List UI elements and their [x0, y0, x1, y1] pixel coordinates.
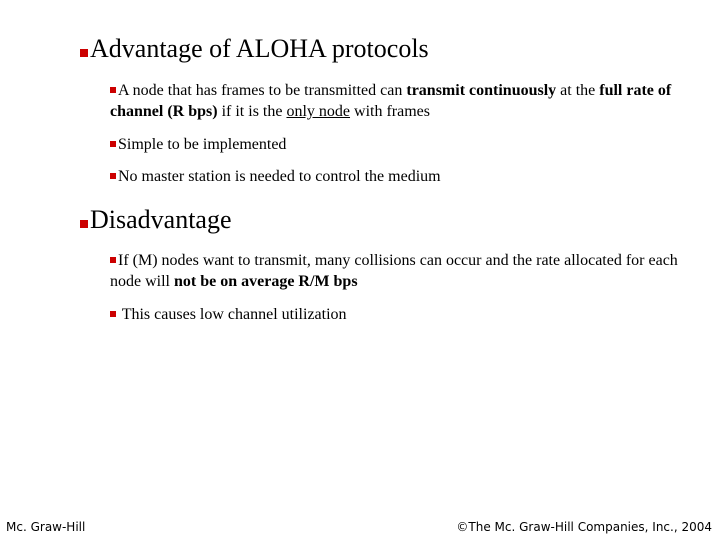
advantage-heading — [80, 34, 429, 64]
disadvantage-heading — [80, 205, 232, 235]
item-text: with frames — [350, 103, 430, 120]
square-bullet-icon — [110, 311, 116, 317]
item-bold-text: full rate of channel (R bps) — [110, 82, 672, 120]
item-text: If (M) nodes want to transmit, many collisions can occur and the rate allocated for each node will — [110, 252, 678, 290]
disadvantage-item-collisions — [110, 250, 690, 292]
item-bold-text: not be on average R/M bps — [174, 273, 358, 290]
advantage-item-no-master — [110, 166, 690, 187]
square-bullet-icon — [110, 87, 116, 93]
square-bullet-icon — [80, 220, 88, 228]
item-text: at the — [556, 82, 600, 99]
footer-publisher: Mc. Graw-Hill — [6, 520, 86, 534]
item-text: This causes low channel utilization — [118, 306, 347, 323]
square-bullet-icon — [80, 49, 88, 57]
square-bullet-icon — [110, 257, 116, 263]
item-underlined-text: only node — [286, 103, 351, 120]
square-bullet-icon — [110, 173, 116, 179]
item-text: A node that has frames to be transmitted can — [118, 82, 407, 99]
item-text: if it is the — [217, 103, 287, 120]
item-text: Simple to be implemented — [118, 136, 287, 153]
item-text: No master station is needed to control the medium — [118, 168, 441, 185]
disadvantage-item-low-utilization — [110, 304, 690, 325]
advantage-item-simple — [110, 134, 690, 155]
footer-copyright: ©The Mc. Graw-Hill Companies, Inc., 2004 — [456, 520, 712, 534]
item-bold-text: transmit continuously — [406, 82, 557, 99]
disadvantage-heading-text: Disadvantage — [90, 205, 232, 234]
advantage-heading-text: Advantage of ALOHA protocols — [90, 34, 429, 63]
square-bullet-icon — [110, 141, 116, 147]
advantage-item-full-rate — [110, 80, 690, 122]
